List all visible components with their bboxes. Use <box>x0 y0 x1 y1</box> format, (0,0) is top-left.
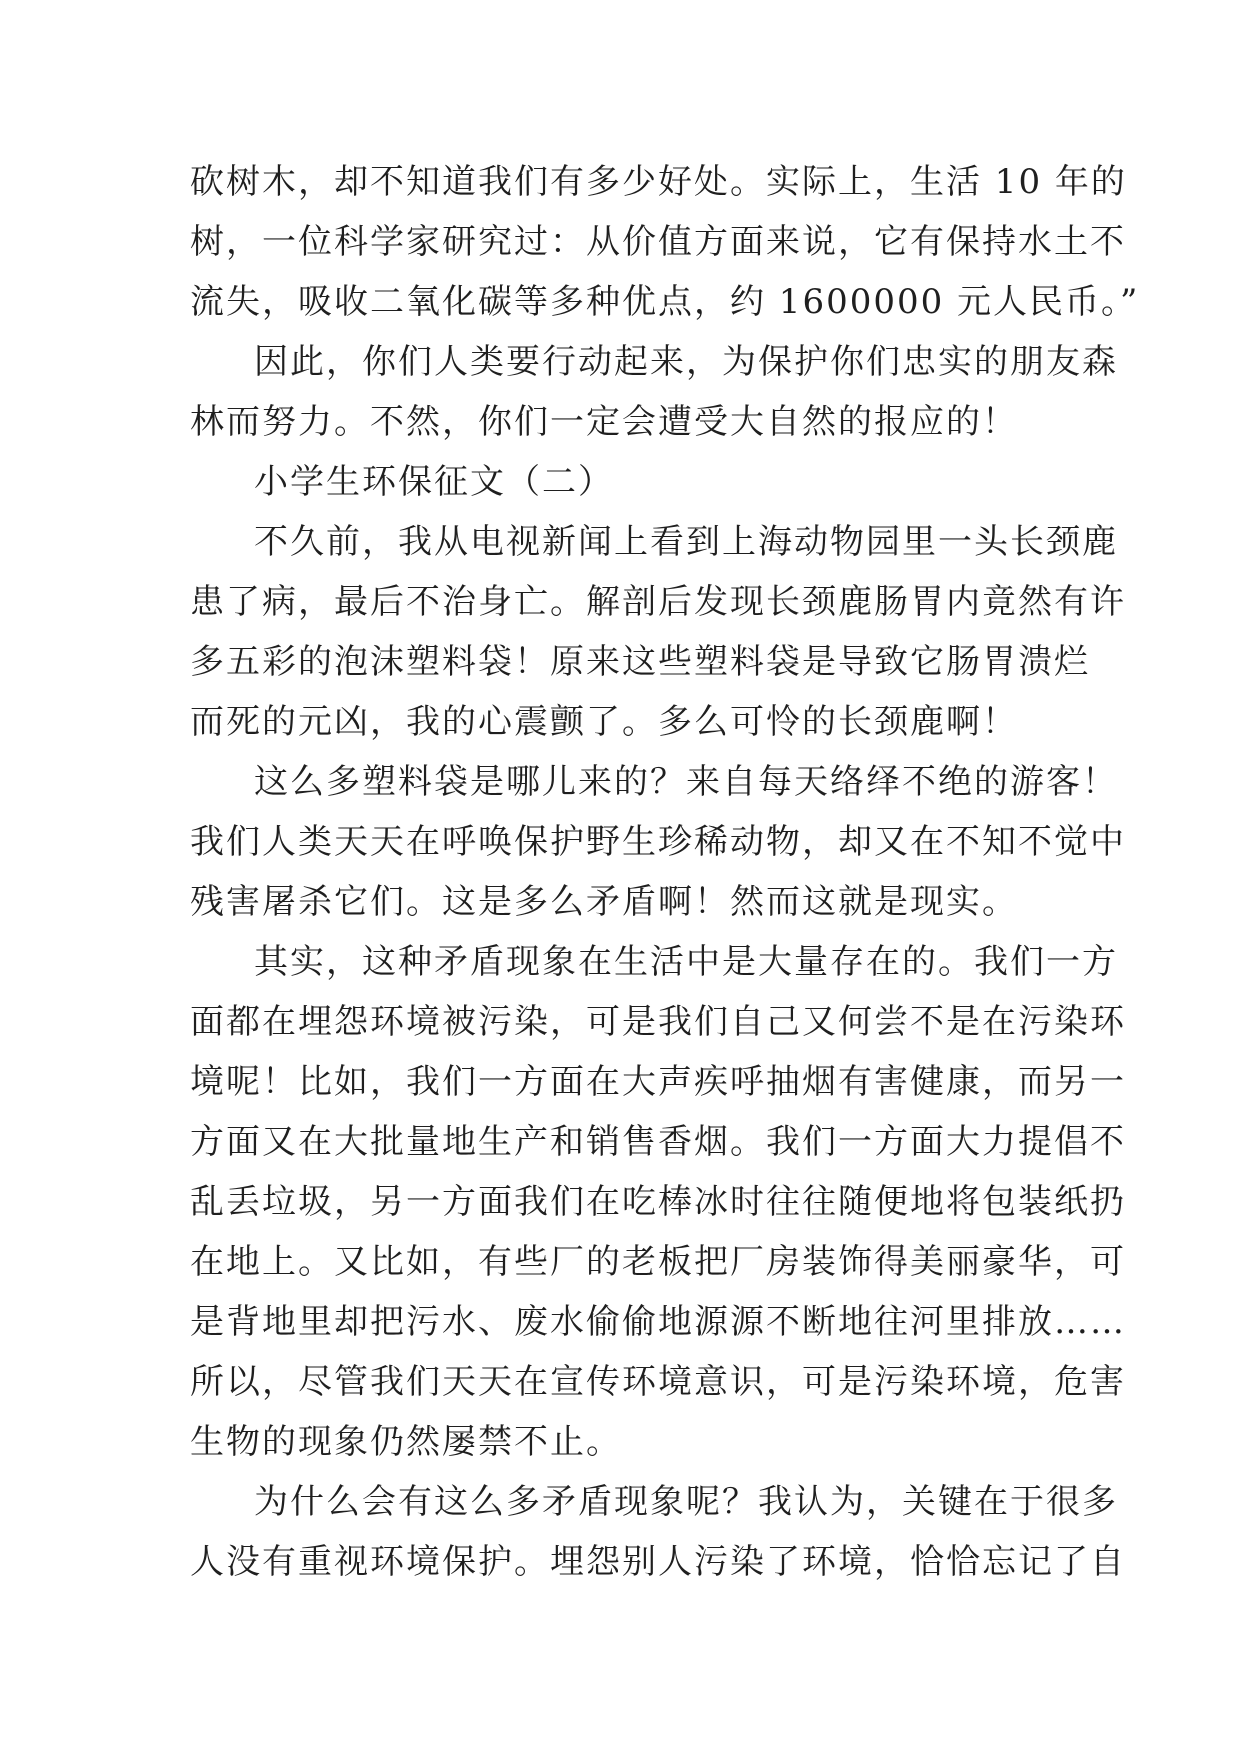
document-body <box>190 152 1140 1592</box>
text-line: 生物的现象仍然屡禁不止。 <box>190 1422 622 1462</box>
text-line: 砍树木，却不知道我们有多少好处。实际上，生活 10 年的 <box>190 162 1127 202</box>
text-line: 多五彩的泡沫塑料袋！原来这些塑料袋是导致它肠胃溃烂 <box>190 642 1090 682</box>
text-line: 是背地里却把污水、废水偷偷地源源不断地往河里排放…… <box>190 1302 1126 1342</box>
text-line: 所以，尽管我们天天在宣传环境意识，可是污染环境，危害 <box>190 1362 1126 1402</box>
text-line: 流失，吸收二氧化碳等多种优点，约 1600000 元人民币。” <box>190 282 1140 322</box>
text-line: 面都在埋怨环境被污染，可是我们自己又何尝不是在污染环 <box>190 1002 1126 1042</box>
text-line: 这么多塑料袋是哪儿来的？来自每天络绎不绝的游客！ <box>254 762 1118 802</box>
text-line: 在地上。又比如，有些厂的老板把厂房装饰得美丽豪华，可 <box>190 1242 1126 1282</box>
text-line: 为什么会有这么多矛盾现象呢？我认为，关键在于很多 <box>254 1482 1118 1522</box>
text-line: 我们人类天天在呼唤保护野生珍稀动物，却又在不知不觉中 <box>190 822 1126 862</box>
text-line: 人没有重视环境保护。埋怨别人污染了环境，恰恰忘记了自 <box>190 1542 1126 1582</box>
text-line: 小学生环保征文（二） <box>254 462 614 502</box>
text-line: 而死的元凶，我的心震颤了。多么可怜的长颈鹿啊！ <box>190 702 1018 742</box>
text-line: 树，一位科学家研究过：从价值方面来说，它有保持水土不 <box>190 222 1126 262</box>
text-line: 其实，这种矛盾现象在生活中是大量存在的。我们一方 <box>254 942 1118 982</box>
text-line: 境呢！比如，我们一方面在大声疾呼抽烟有害健康，而另一 <box>190 1062 1126 1102</box>
text-line: 方面又在大批量地生产和销售香烟。我们一方面大力提倡不 <box>190 1122 1126 1162</box>
text-line: 因此，你们人类要行动起来，为保护你们忠实的朋友森 <box>254 342 1118 382</box>
text-line: 残害屠杀它们。这是多么矛盾啊！然而这就是现实。 <box>190 882 1018 922</box>
text-line: 林而努力。不然，你们一定会遭受大自然的报应的！ <box>190 402 1018 442</box>
text-line: 患了病，最后不治身亡。解剖后发现长颈鹿肠胃内竟然有许 <box>190 582 1126 622</box>
text-line: 不久前，我从电视新闻上看到上海动物园里一头长颈鹿 <box>254 522 1118 562</box>
text-line: 乱丢垃圾，另一方面我们在吃棒冰时往往随便地将包装纸扔 <box>190 1182 1126 1222</box>
